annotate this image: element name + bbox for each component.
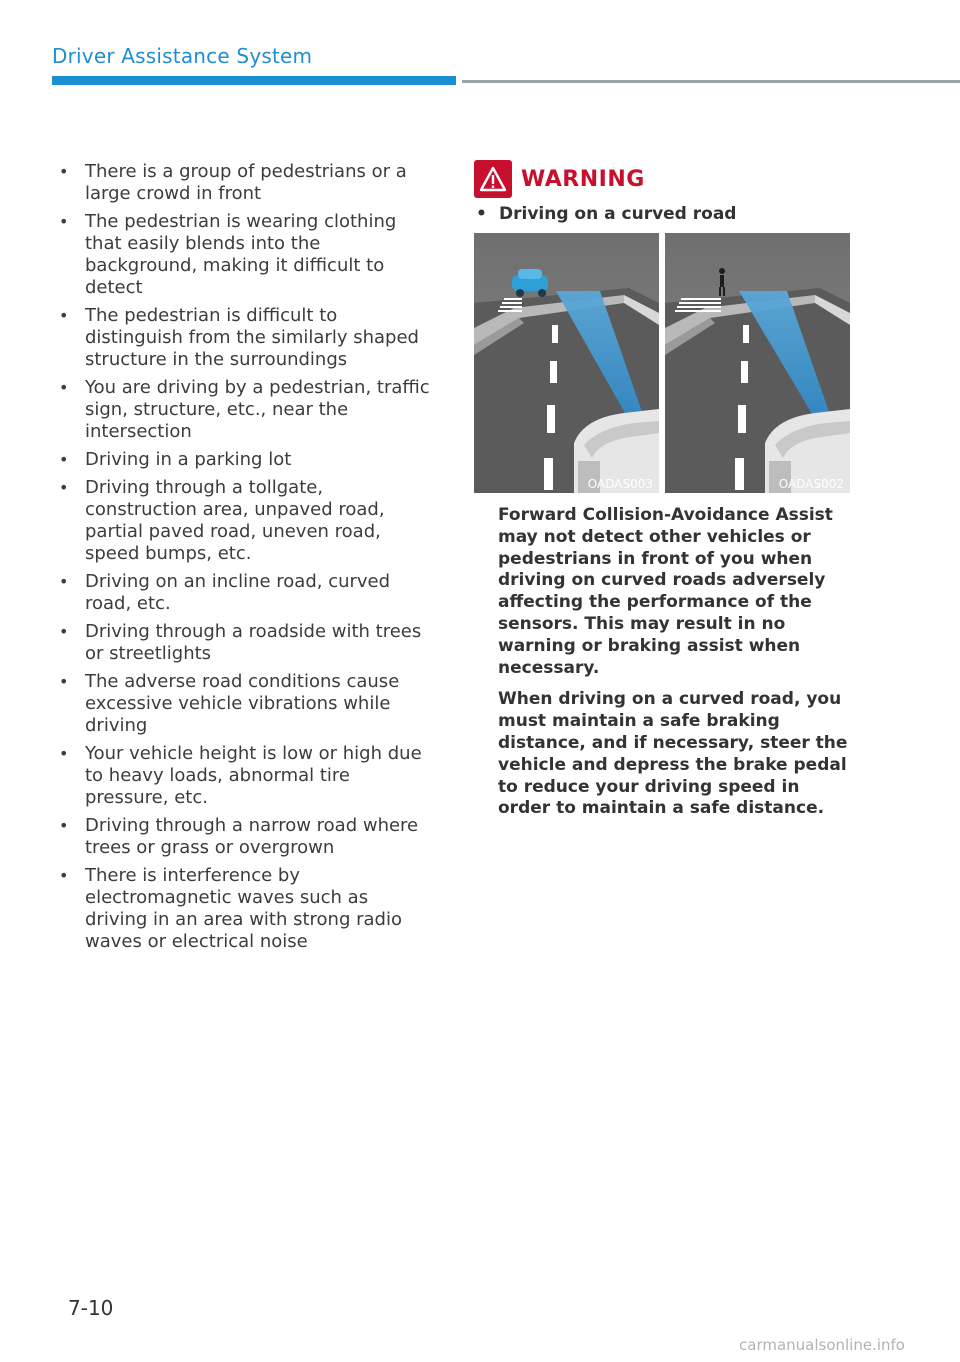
figure-curved-road-pedestrian [665,233,850,493]
warning-triangle-icon [474,160,512,198]
conditions-list [58,161,430,953]
warning-label: WARNING [521,166,645,192]
warning-paragraph: When driving on a curved road, you must maintain a safe braking distance, and if necessary, steer the vehicle and depress the brake pedal to reduce your driving speed in order to maintain a safe distance. [498,689,848,819]
warning-box [474,160,854,224]
warning-paragraph: Forward Collision-Avoidance Assist may not detect other vehicles or pedestrians in front of you when driving on curved roads adversely affecting the performance of the sensors. This may result in no warning or braking assist when necessary. [498,505,833,678]
figure-pair [474,233,850,493]
watermark: carmanualsonline.info [739,1336,905,1354]
conditions-column [58,161,430,959]
warning-body [498,505,853,830]
list-item: • Driving on an incline road, curved road, etc. [59,571,391,614]
list-item: • Driving through a narrow road where trees or grass or overgrown [59,815,419,858]
list-item: • Driving through a tollgate, construction area, unpaved road, partial paved road, uneven road, speed bumps, etc. [59,477,385,564]
list-item: • The pedestrian is difficult to distinguish from the similarly shaped structure in the surroundings [59,305,419,370]
header-title: Driver Assistance System [52,44,313,68]
warning-header [474,160,854,198]
warning-subheading: • Driving on a curved road [476,204,737,224]
page-number: 7-10 [68,1296,114,1320]
list-item: • There is a group of pedestrians or a large crowd in front [59,161,407,204]
header-bar-gray [462,80,960,83]
header-bar-blue [52,76,456,85]
list-item: • Driving in a parking lot [59,449,292,470]
figure-code: OADAS002 [778,477,844,491]
list-item: • Driving through a roadside with trees or streetlights [59,621,422,664]
list-item: • You are driving by a pedestrian, traffic sign, structure, etc., near the intersection [59,377,430,442]
list-item: • There is interference by electromagnetic waves such as driving in an area with strong radio waves or electrical noise [59,865,402,952]
list-item: • Your vehicle height is low or high due to heavy loads, abnormal tire pressure, etc. [59,743,422,808]
list-item: • The pedestrian is wearing clothing that easily blends into the background, making it difficult to detect [59,211,397,298]
list-item: • The adverse road conditions cause excessive vehicle vibrations while driving [59,671,400,736]
figure-code: OADAS003 [587,477,653,491]
figure-curved-road-vehicle [474,233,659,493]
